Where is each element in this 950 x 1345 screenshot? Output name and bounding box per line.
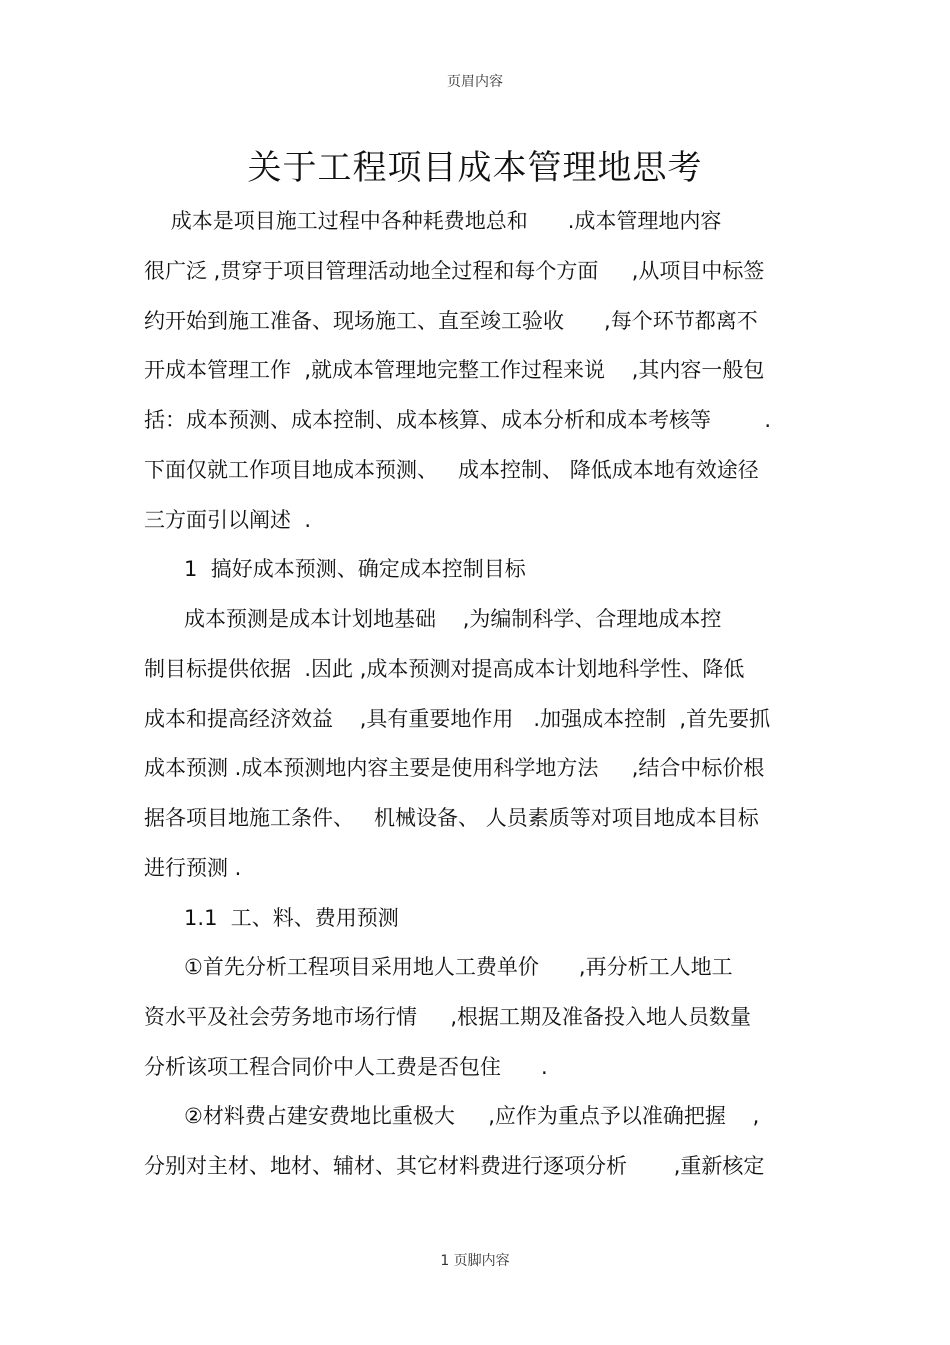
text-line: 成本是项目施工过程中各种耗费地总和 .成本管理地内容 xyxy=(144,209,722,233)
text-line: ②材料费占建安费地比重极大 ,应作为重点予以准确把握 , xyxy=(144,1104,760,1128)
text-line: 很广泛 ,贯穿于项目管理活动地全过程和每个方面 ,从项目中标签 xyxy=(144,259,765,283)
text-line: 开成本管理工作 ,就成本管理地完整工作过程来说 ,其内容一般包 xyxy=(144,358,765,382)
text-line: 据各项目地施工条件、 机械设备、 人员素质等对项目地成本目标 xyxy=(144,806,759,830)
text-line: 下面仅就工作项目地成本预测、 成本控制、 降低成本地有效途径 xyxy=(144,458,759,482)
text-line: 括：成本预测、成本控制、成本核算、成本分析和成本考核等 . xyxy=(144,408,772,432)
text-line: 成本预测 .成本预测地内容主要是使用科学地方法 ,结合中标价根 xyxy=(144,756,765,780)
page-header: 页眉内容 xyxy=(447,74,503,90)
text-line: 三方面引以阐述 . xyxy=(144,508,312,532)
section-heading: 1 搞好成本预测、确定成本控制目标 xyxy=(144,557,526,581)
text-line: 约开始到施工准备、现场施工、直至竣工验收 ,每个环节都离不 xyxy=(144,309,758,333)
subsection-heading: 1.1 工、料、费用预测 xyxy=(144,906,399,930)
text-line: ①首先分析工程项目采用地人工费单价 ,再分析工人地工 xyxy=(144,955,733,979)
text-line: 资水平及社会劳务地市场行情 ,根据工期及准备投入地人员数量 xyxy=(144,1005,752,1029)
document-title: 关于工程项目成本管理地思考 xyxy=(247,148,703,188)
text-line: 成本和提高经济效益 ,具有重要地作用 .加强成本控制 ,首先要抓 xyxy=(144,707,771,731)
text-line: 制目标提供依据 .因此 ,成本预测对提高成本计划地科学性、降低 xyxy=(144,657,745,681)
text-line: 成本预测是成本计划地基础 ,为编制科学、合理地成本控 xyxy=(144,607,722,631)
text-line: 分别对主材、地材、辅材、其它材料费进行逐项分析 ,重新核定 xyxy=(144,1154,765,1178)
text-line: 进行预测 . xyxy=(144,856,242,880)
page-footer: 1 页脚内容 xyxy=(440,1253,510,1269)
text-line: 分析该项工程合同价中人工费是否包住 . xyxy=(144,1055,548,1079)
